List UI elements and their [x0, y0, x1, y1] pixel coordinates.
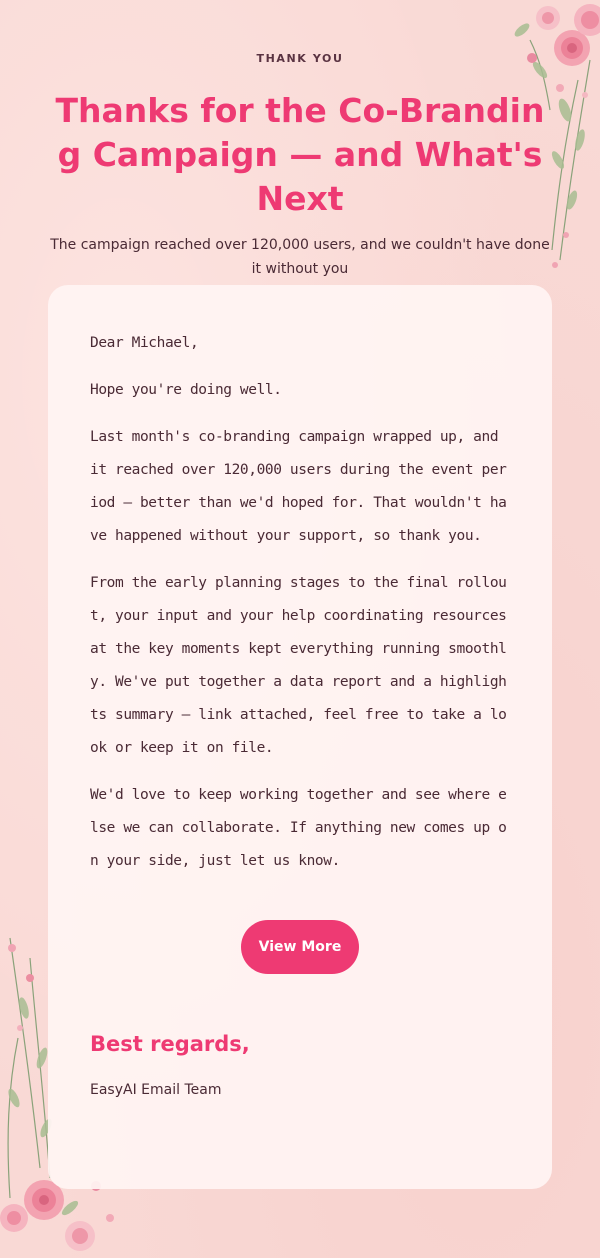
- paragraph-1: Hope you're doing well.: [90, 382, 282, 398]
- paragraph-4: We'd love to keep working together and see where else we can collaborate. If anything new comes up on your side, just let us know.: [90, 787, 507, 869]
- email-title: Thanks for the Co-Branding Campaign — and What's Next: [55, 91, 545, 218]
- email-subtitle: The campaign reached over 120,000 users, and we couldn't have done it without you: [50, 237, 550, 277]
- cta-container: [90, 920, 510, 974]
- view-more-button[interactable]: View More: [241, 920, 359, 974]
- letter-body: [90, 327, 510, 878]
- email-header: [0, 52, 600, 281]
- eyebrow-label: THANK YOU: [256, 52, 344, 65]
- closing-text: Best regards,: [90, 1032, 250, 1056]
- paragraph-3: From the early planning stages to the final rollout, your input and your help coordinating resources at the key moments kept everything running smoothly. We've put together a data report and a highlights summary — link attached, feel free to take a look or keep it on file.: [90, 575, 507, 756]
- greeting: Dear Michael,: [90, 335, 199, 351]
- letter-card: [48, 285, 552, 1189]
- signature-text: EasyAI Email Team: [90, 1082, 222, 1098]
- paragraph-2: Last month's co-branding campaign wrapped up, and it reached over 120,000 users during the event period — better than we'd hoped for. That wouldn't have happened without your support, so thank you.: [90, 429, 507, 544]
